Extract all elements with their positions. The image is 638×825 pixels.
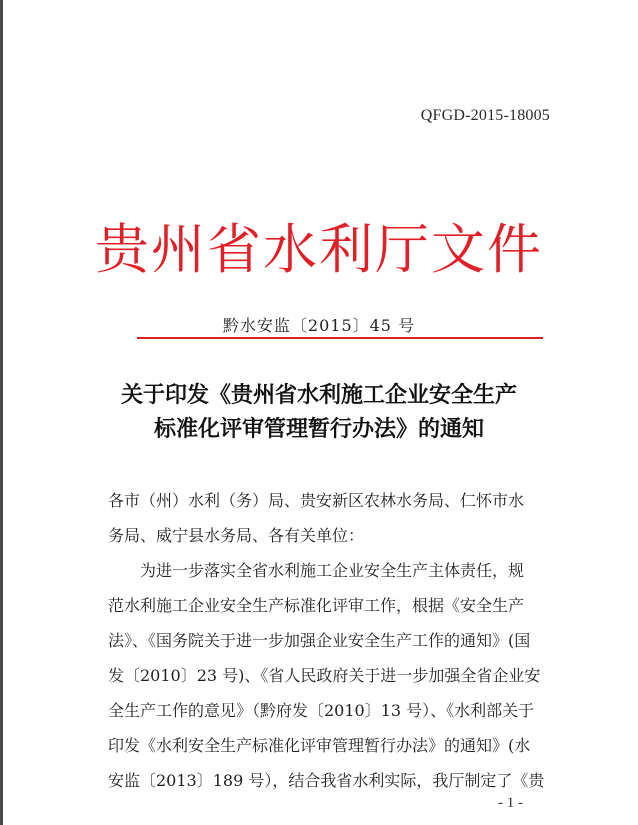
document-number: 黔水安监〔2015〕45 号 — [222, 316, 416, 335]
red-divider-line — [137, 337, 543, 339]
body-line: 为进一步落实全省水利施工企业安全生产主体责任，规 — [140, 561, 525, 580]
title-line: 标准化评审管理暂行办法》的通知 — [153, 416, 484, 442]
body-line: 范水利施工企业安全生产标准化评审工作，根据《安全生产 — [108, 596, 525, 615]
body-line: 发〔2010〕23 号)、《省人民政府关于进一步加强全省企业安 — [108, 666, 541, 685]
body-line: 安监〔2013〕189 号），结合我省水利实际，我厅制定了《贵 — [108, 771, 545, 790]
body-line: 法》、《国务院关于进一步加强企业安全生产工作的通知》(国 — [108, 631, 531, 650]
body-line: 务局、威宁县水务局、各有关单位： — [108, 526, 365, 545]
body-line: 印发《水利安全生产标准化评审管理暂行办法》的通知》(水 — [108, 736, 531, 755]
document-title — [0, 378, 638, 446]
document-code: QFGD-2015-18005 — [420, 107, 550, 124]
body-line: 全生产工作的意见》（黔府发〔2010〕13 号）、《水利部关于 — [108, 701, 535, 720]
title-line: 关于印发《贵州省水利施工企业安全生产 — [120, 382, 517, 408]
body-line: 各市（州）水利（务）局、贵安新区农林水务局、仁怀市水 — [108, 491, 525, 510]
document-header: 贵州省水利厅文件 — [95, 218, 543, 281]
document-body — [108, 483, 548, 798]
page-number: - 1 - — [498, 795, 523, 811]
